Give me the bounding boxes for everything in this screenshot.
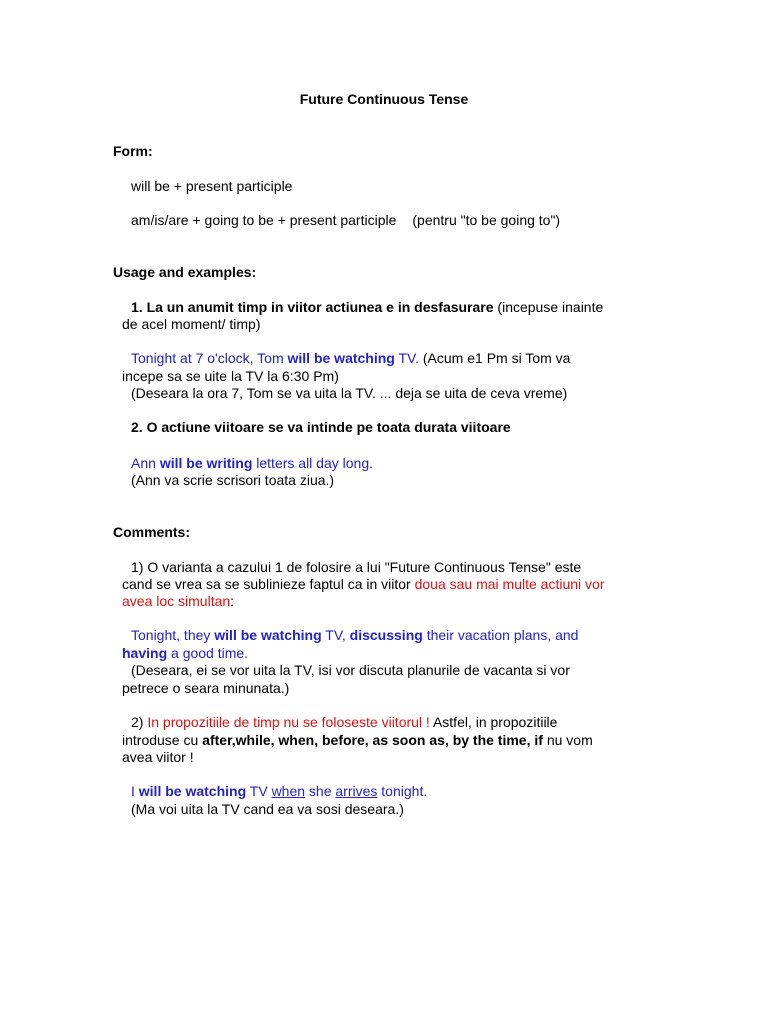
comment-1-line-3a: avea loc simultan (122, 593, 231, 609)
example-1-c: TV. (394, 350, 419, 366)
example-1-a: Tonight at 7 o'clock, Tom (131, 350, 288, 366)
example-4-arrives: arrives (335, 783, 378, 799)
example-1-line-2: incepe sa se uite la TV la 6:30 Pm) (122, 368, 339, 384)
example-4-c: TV (246, 783, 272, 799)
comment-2-a: 2) (131, 714, 148, 730)
example-3-a: Tonight, they (131, 627, 215, 643)
comment-2-line-2a: introduse cu (122, 732, 203, 748)
example-3-verb-2: discussing (349, 627, 423, 643)
usage-item-1 (131, 299, 603, 317)
example-4-when: when (271, 783, 306, 799)
form-heading: Form: (113, 143, 153, 159)
comment-1-line-3b: : (230, 593, 235, 609)
form-line-1: will be + present participle (131, 178, 293, 194)
example-4-line-1 (131, 783, 427, 801)
comment-2-conjunctions: after,while, when, before, as soon as, by the time, if (202, 732, 543, 748)
example-2-line-1 (131, 455, 373, 473)
example-3-e: their vacation plans, and (422, 627, 579, 643)
usage-item-1-bold: 1. La un anumit timp in viitor actiunea e in desfasurare (131, 299, 494, 315)
comment-1-line-2b: doua sau mai multe actiuni vor (414, 576, 605, 592)
comment-2-line-2c: nu vom (542, 732, 593, 748)
comments-heading: Comments: (113, 524, 191, 540)
example-3-line-1 (131, 627, 578, 645)
example-1-line-3: (Deseara la ora 7, Tom se va uita la TV. ... deja se uita de ceva vreme) (131, 385, 568, 401)
usage-heading: Usage and examples: (113, 264, 257, 280)
comment-2-c: Astfel, in propozitiile (429, 714, 558, 730)
comment-1-line-2a: cand se vrea sa se sublinieze faptul ca in viitor (122, 576, 415, 592)
example-4-line-2: (Ma voi uita la TV cand ea va sosi deseara.) (131, 801, 404, 817)
page-title: Future Continuous Tense (299, 91, 469, 107)
example-1-verb: will be watching (287, 350, 395, 366)
comment-1-line-1: 1) O varianta a cazului 1 de folosire a lui "Future Continuous Tense" este (131, 559, 582, 575)
usage-item-2: 2. O actiune viitoare se va intinde pe toata durata viitoare (131, 419, 511, 435)
example-2-line-2: (Ann va scrie scrisori toata ziua.) (131, 472, 335, 488)
usage-item-1-rest: (incepuse inainte (493, 299, 604, 315)
example-3-c: TV, (321, 627, 350, 643)
comment-1-line-2 (122, 576, 604, 594)
comment-2-line-1 (131, 714, 557, 732)
form-line-2-text: am/is/are + going to be + present participle (131, 212, 397, 228)
example-3-line-4: petrece o seara minunata.) (122, 680, 290, 696)
example-1-d: (Acum e1 Pm si Tom va (419, 350, 571, 366)
comment-2-line-2 (122, 732, 593, 750)
example-1-line-1 (131, 350, 570, 368)
example-2-c: letters all day long. (252, 455, 373, 471)
usage-item-1-cont: de acel moment/ timp) (122, 316, 261, 332)
example-3-verb-3: having (122, 645, 168, 661)
form-line-2-note: (pentru "to be going to") (412, 212, 561, 228)
example-3-line-3: (Deseara, ei se vor uita la TV, isi vor discuta planurile de vacanta si vor (131, 662, 570, 678)
example-2-verb: will be writing (159, 455, 253, 471)
comment-2-b: In propozitiile de timp nu se foloseste viitorul ! (147, 714, 430, 730)
example-4-verb: will be watching (138, 783, 247, 799)
example-4-e: she (305, 783, 336, 799)
example-4-a: I (131, 783, 139, 799)
example-3-line-2 (122, 645, 248, 663)
example-2-a: Ann (131, 455, 160, 471)
example-3-g: a good time. (167, 645, 249, 661)
form-line-2 (131, 212, 560, 230)
example-4-g: tonight. (377, 783, 428, 799)
example-3-verb-1: will be watching (214, 627, 322, 643)
comment-1-line-3 (122, 593, 234, 611)
comment-2-line-3: avea viitor ! (122, 749, 194, 765)
